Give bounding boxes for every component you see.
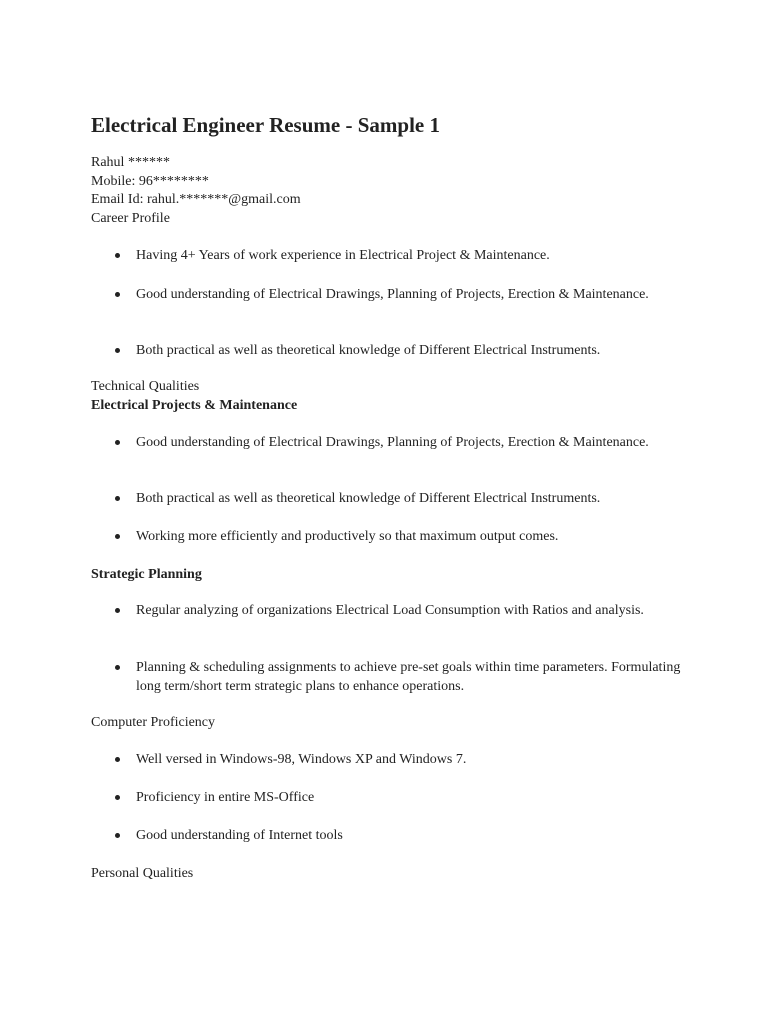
list-item: Working more efficiently and productively so that maximum output comes. [91,527,716,546]
list-item: Both practical as well as theoretical knowledge of Different Electrical Instruments. [91,341,716,360]
list-item: Both practical as well as theoretical knowledge of Different Electrical Instruments. [91,489,716,508]
list-item: Good understanding of Electrical Drawings, Planning of Projects, Erection & Maintenance. [91,433,671,452]
email-address: Email Id: rahul.*******@gmail.com [91,192,301,207]
electrical-projects-heading: Electrical Projects & Maintenance [91,398,298,413]
list-item: Good understanding of Internet tools [91,826,716,845]
list-item: Well versed in Windows-98, Windows XP and Windows 7. [91,750,716,769]
list-item: Regular analyzing of organizations Electrical Load Consumption with Ratios and analysis. [91,601,681,620]
list-item: Having 4+ Years of work experience in Electrical Project & Maintenance. [91,246,671,265]
contact-block [91,154,301,210]
career-profile-heading: Career Profile [91,211,170,226]
strategic-planning-heading: Strategic Planning [91,567,202,582]
candidate-name: Rahul ****** [91,155,170,170]
technical-qualities-heading: Technical Qualities [91,379,200,394]
list-item: Good understanding of Electrical Drawings, Planning of Projects, Erection & Maintenance. [91,285,671,304]
computer-proficiency-heading: Computer Proficiency [91,715,216,730]
list-item: Planning & scheduling assignments to achieve pre-set goals within time parameters. Formulating long term/short term strategic plans to enhance operations. [91,658,696,696]
page-title: Electrical Engineer Resume - Sample 1 [91,113,440,137]
personal-qualities-heading: Personal Qualities [91,866,194,881]
mobile-number: Mobile: 96******** [91,173,209,189]
list-item: Proficiency in entire MS-Office [91,788,716,807]
